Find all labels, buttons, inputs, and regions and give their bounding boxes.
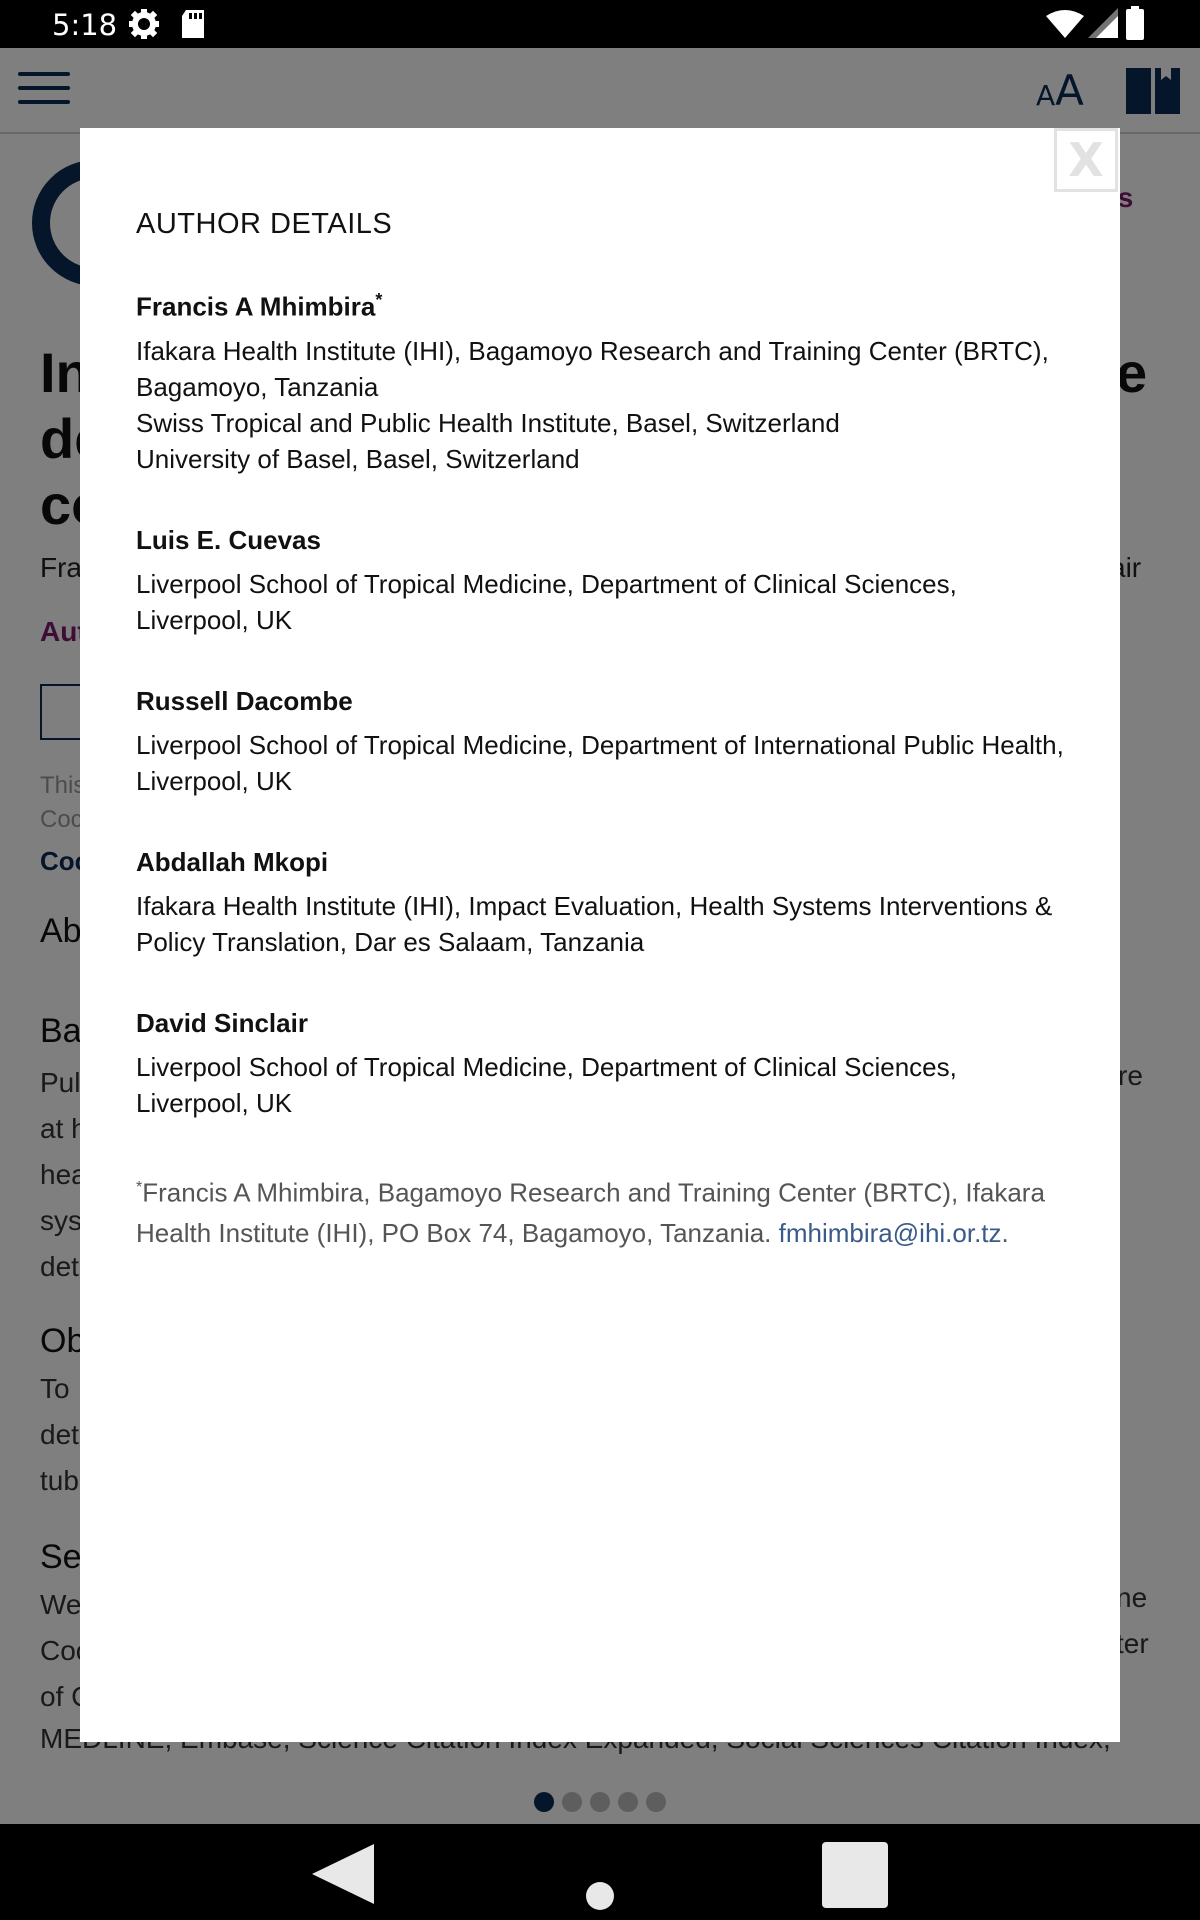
footnote-marker: * <box>136 1179 143 1196</box>
settings-icon <box>128 8 160 45</box>
close-button[interactable]: X <box>1054 128 1118 192</box>
signal-icon <box>1088 8 1118 43</box>
dialog-title: AUTHOR DETAILS <box>136 208 393 240</box>
corresponding-author-note <box>136 1168 1066 1253</box>
author-affiliation: Ifakara Health Institute (IHI), Impact Evaluation, Health Systems Interventions & Policy Translation, Dar es Salaam, Tanzania <box>136 890 1053 957</box>
corresponding-marker: * <box>375 290 383 310</box>
author-details-dialog <box>80 128 1120 1742</box>
home-icon[interactable] <box>586 1882 614 1910</box>
author-entry <box>136 525 1076 638</box>
author-affiliation: Liverpool School of Tropical Medicine, Department of Clinical Sciences, Liverpool, UK <box>136 1051 957 1118</box>
author-entry <box>136 290 1076 477</box>
author-affiliation: Liverpool School of Tropical Medicine, Department of Clinical Sciences, Liverpool, UK <box>136 568 957 635</box>
sd-card-icon <box>180 10 206 43</box>
author-entry <box>136 847 1076 960</box>
author-affiliation: University of Basel, Basel, Switzerland <box>136 443 580 474</box>
author-name: Abdallah Mkopi <box>136 846 329 877</box>
author-affiliation: Liverpool School of Tropical Medicine, Department of International Public Health, Liverpool, UK <box>136 729 1064 796</box>
author-entry <box>136 686 1076 799</box>
author-affiliation: Ifakara Health Institute (IHI), Bagamoyo Research and Training Center (BRTC), Bagamoyo, Tanzania <box>136 335 1049 402</box>
footnote-trailing: . <box>1001 1217 1009 1248</box>
author-affiliation: Swiss Tropical and Public Health Institute, Basel, Switzerland <box>136 407 840 438</box>
system-nav-bar <box>0 1824 1200 1920</box>
author-name: David Sinclair <box>136 1007 308 1038</box>
recents-icon[interactable] <box>822 1842 888 1908</box>
author-name: Francis A Mhimbira* <box>136 290 383 322</box>
wifi-icon <box>1046 10 1084 43</box>
battery-icon <box>1126 6 1144 45</box>
status-bar <box>0 0 1200 48</box>
footnote-text: Francis A Mhimbira, Bagamoyo Research and Training Center (BRTC), Ifakara Health Institute (IHI), PO Box 74, Bagamoyo, Tanzania. <box>136 1177 1045 1248</box>
back-icon[interactable] <box>312 1844 376 1909</box>
author-list <box>136 290 1076 1169</box>
author-name: Russell Dacombe <box>136 685 353 716</box>
author-entry <box>136 1008 1076 1121</box>
email-link[interactable]: fmhimbira@ihi.or.tz <box>778 1217 1002 1248</box>
status-time: 5:18 <box>52 8 118 42</box>
author-name: Luis E. Cuevas <box>136 524 321 555</box>
